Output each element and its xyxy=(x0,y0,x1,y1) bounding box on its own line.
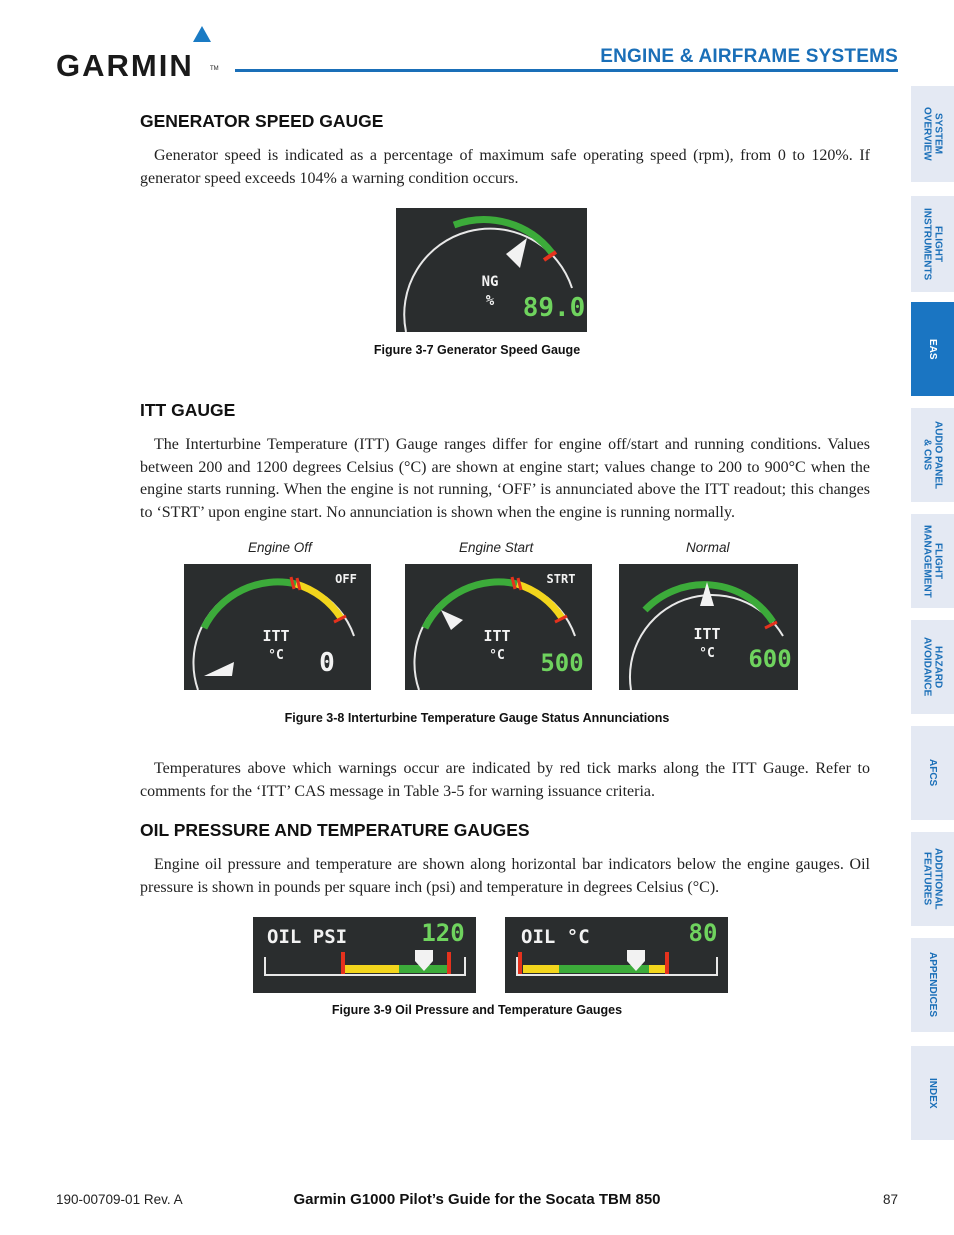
oil-temperature-readout: 80 xyxy=(688,919,718,947)
footer-page-number: 87 xyxy=(882,1192,898,1207)
side-tab-additional-features[interactable] xyxy=(911,832,954,926)
itt-unit: °C xyxy=(489,648,505,663)
itt-unit: °C xyxy=(268,648,284,663)
side-tab-label: INDEX xyxy=(927,1077,938,1109)
header-rule xyxy=(235,69,898,72)
side-tab-system-overview[interactable] xyxy=(911,86,954,182)
side-tab-flight-instruments[interactable] xyxy=(911,196,954,292)
itt-unit: °C xyxy=(699,646,715,661)
oil-temperature-yellow-band xyxy=(523,965,559,973)
itt-readout: 600 xyxy=(748,645,792,673)
garmin-logo xyxy=(56,26,221,83)
itt-red-tick xyxy=(518,578,521,590)
caption-figure-3-9: Figure 3-9 Oil Pressure and Temperature Gauges xyxy=(331,1003,623,1017)
side-tab-index[interactable] xyxy=(911,1046,954,1140)
itt-gauge-engine-off xyxy=(184,564,371,690)
oil-pressure-gauge xyxy=(253,917,476,993)
itt-state-label-start: Engine Start xyxy=(459,540,534,555)
itt-annunciation: OFF xyxy=(335,572,357,586)
side-tab-label: AUDIO PANEL & CNS xyxy=(921,420,944,490)
ng-gauge-green-band xyxy=(454,220,552,253)
itt-red-tick xyxy=(512,577,515,589)
ng-gauge-label-bottom: % xyxy=(485,293,495,309)
ng-gauge-label-top: NG xyxy=(481,274,499,290)
itt-red-tick xyxy=(291,577,294,589)
para-generator-speed: Generator speed is indicated as a percentage of maximum safe operating speed (rpm), from 0 to 120%. If generator speed exceeds 104% a warning condition occurs. xyxy=(140,147,870,187)
footer-title: Garmin G1000 Pilot’s Guide for the Socata TBM 850 xyxy=(293,1191,661,1208)
caption-figure-3-8: Figure 3-8 Interturbine Temperature Gauge Status Annunciations xyxy=(284,711,670,725)
itt-pointer-icon xyxy=(204,662,234,676)
side-tab-label: SYSTEM OVERVIEW xyxy=(921,107,944,161)
para-itt-warnings: Temperatures above which warnings occur are indicated by red tick marks along the ITT Gauge. Refer to comments for the ‘ITT’ CAS message in Table 3-5 for warning issuance criteria. xyxy=(140,760,870,800)
side-tab-label: FLIGHT INSTRUMENTS xyxy=(921,207,944,281)
ng-gauge-pointer-icon xyxy=(506,238,527,268)
itt-gauge-normal xyxy=(619,564,798,690)
itt-title: ITT xyxy=(262,627,290,645)
oil-pressure-yellow-band xyxy=(345,965,399,973)
side-tab-audio-panel[interactable] xyxy=(911,408,954,502)
side-tab-flight-management[interactable] xyxy=(911,514,954,608)
itt-green-band xyxy=(425,582,517,628)
garmin-logo-tm: TM xyxy=(210,66,219,72)
side-tab-label: AFCS xyxy=(927,759,938,787)
itt-state-label-normal: Normal xyxy=(686,540,730,555)
oil-temperature-yellow-band xyxy=(649,965,665,973)
itt-readout: 0 xyxy=(319,648,335,678)
section-title: ENGINE & AIRFRAME SYSTEMS xyxy=(600,46,898,67)
itt-title: ITT xyxy=(483,627,511,645)
side-tab-label: FLIGHT MANAGEMENT xyxy=(921,524,944,598)
itt-title: ITT xyxy=(693,625,721,643)
side-tab-label: ADDITIONAL FEATURES xyxy=(921,848,944,910)
side-tab-label: EAS xyxy=(927,338,938,360)
oil-temperature-red-tick xyxy=(665,952,669,974)
para-itt-gauge: The Interturbine Temperature (ITT) Gauge ranges differ for engine off/start and running conditions. Values between 200 and 1200 degrees Celsius (°C) are shown at engine start; values change to 200 to 900°C when the engine starts running. When the engine is not running, ‘OFF’ is annunciated above the ITT readout; this changes to ‘STRT’ upon engine start. No annunciation is shown when the engine is running normally. xyxy=(140,436,870,521)
garmin-logo-text: GARMIN xyxy=(56,48,194,83)
caption-figure-3-7: Figure 3-7 Generator Speed Gauge xyxy=(373,343,581,357)
itt-green-band xyxy=(204,582,296,628)
heading-generator-speed: GENERATOR SPEED GAUGE xyxy=(140,111,384,131)
heading-itt-gauge: ITT GAUGE xyxy=(140,400,236,420)
oil-temperature-gauge xyxy=(505,917,728,993)
itt-yellow-band xyxy=(296,584,341,618)
side-tab-appendices[interactable] xyxy=(911,938,954,1032)
itt-annunciation: STRT xyxy=(546,572,576,586)
oil-temperature-label: OIL °C xyxy=(521,926,590,948)
oil-pressure-readout: 120 xyxy=(421,919,465,947)
oil-pressure-label: OIL PSI xyxy=(267,926,348,948)
itt-readout: 500 xyxy=(540,649,584,677)
footer-doc-number: 190-00709-01 Rev. A xyxy=(56,1192,183,1207)
side-tab-afcs[interactable] xyxy=(911,726,954,820)
ng-gauge-readout: 89.0 xyxy=(522,293,586,323)
side-tab-label: HAZARD AVOIDANCE xyxy=(921,637,944,697)
garmin-logo-triangle-icon xyxy=(193,26,211,42)
oil-pressure-red-tick xyxy=(447,952,451,974)
itt-state-label-off: Engine Off xyxy=(248,540,312,555)
oil-temperature-red-tick xyxy=(518,952,522,974)
side-tab-label: APPENDICES xyxy=(927,952,938,1018)
itt-gauge-engine-start xyxy=(405,564,592,690)
side-tab-hazard-avoidance[interactable] xyxy=(911,620,954,714)
heading-oil-gauges: OIL PRESSURE AND TEMPERATURE GAUGES xyxy=(140,820,530,840)
itt-pointer-icon xyxy=(441,610,463,630)
para-oil-gauges: Engine oil pressure and temperature are shown along horizontal bar indicators below the engine gauges. Oil pressure is shown in pounds per square inch (psi) and temperature in degrees Celsius (°C). xyxy=(140,856,870,896)
itt-yellow-band xyxy=(517,584,562,618)
oil-pressure-red-tick xyxy=(341,952,345,974)
itt-red-tick xyxy=(297,578,300,590)
ng-gauge-figure xyxy=(396,208,587,332)
